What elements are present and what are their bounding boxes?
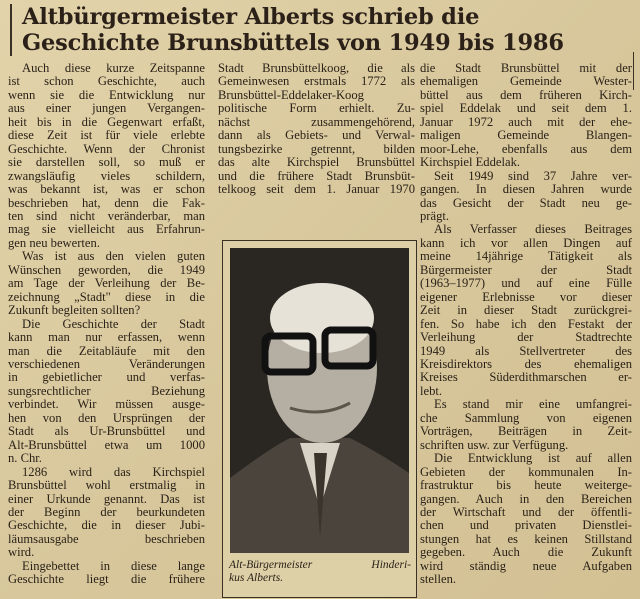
text-line: Stadt Brunsbüttelkoog, die als bbox=[218, 62, 415, 75]
text-line: die Stadt Brunsbüttel mit der bbox=[420, 62, 632, 75]
text-line: n. Chr. bbox=[8, 452, 42, 466]
text-line: zwangsläufig vieles schildern, bbox=[8, 169, 205, 183]
text-line: wird ständig neue Aufgaben bbox=[420, 559, 632, 573]
text-line: Vorträgen, Beiträgen in Zeit- bbox=[420, 425, 632, 439]
text-line: Eingebettet in diese lange bbox=[22, 559, 205, 573]
text-line: frastruktur bis heute weiterge- bbox=[420, 479, 632, 493]
portrait-illustration bbox=[230, 248, 409, 553]
text-line: Stadt als Ur-Brunsbüttel und bbox=[8, 425, 205, 439]
text-line: einer Urkunde genannt. Das ist bbox=[8, 492, 205, 506]
text-line: das alte Kirchspiel Brunsbüttel bbox=[218, 156, 415, 170]
text-line: Verleihung der Stadtrechte bbox=[420, 331, 632, 345]
text-line: lebt. bbox=[420, 384, 443, 398]
text-line: Die Geschichte der Stadt bbox=[22, 317, 205, 331]
text-line: gegeben. Auch die Zukunft bbox=[420, 546, 632, 560]
text-line: politische Form erhielt. Zu- bbox=[218, 102, 415, 116]
text-line: gen neu bewerten. bbox=[8, 236, 100, 250]
text-line: sie darstellen soll, so muß er bbox=[8, 156, 205, 170]
text-line: stungen hat es keinen Stillstand bbox=[420, 532, 632, 546]
text-line: kann ich vor allen Dingen auf bbox=[420, 236, 632, 250]
text-line: Als Verfasser dieses Beitrages bbox=[434, 223, 632, 237]
text-line: Wünschen geworden, die 1949 bbox=[8, 263, 205, 277]
text-line: tungsbezirke getrennt, bilden bbox=[218, 142, 415, 156]
text-line: zeichnung „Stadt" diese in die bbox=[8, 290, 205, 304]
text-line: Seit 1949 sind 37 Jahre ver- bbox=[434, 169, 632, 183]
portrait-photo bbox=[230, 248, 409, 553]
text-line: Geschichte, die in dieser Jubi- bbox=[8, 519, 205, 533]
text-line: hen von den Ursprüngen der bbox=[8, 411, 205, 425]
text-line: Gemeinwesen erstmals 1772 als bbox=[218, 75, 415, 89]
text-line: Brunsbüttel-Eddelaker-Koog bbox=[218, 88, 364, 102]
text-line: Geschichte. Wenn der Chronist bbox=[8, 142, 205, 156]
text-line: kann man nur erfassen, wenn bbox=[8, 331, 205, 345]
text-line: Geschichte liegt die frühere bbox=[8, 573, 205, 587]
text-line: telkoog seit dem 1. Januar 1970 bbox=[218, 183, 415, 197]
text-line: Es stand mir eine umfangrei- bbox=[434, 398, 632, 412]
text-line: Zukunft begleiten sollten? bbox=[8, 304, 141, 318]
text-line: maligen Gemeinde Blangen- bbox=[420, 129, 632, 143]
text-line: Gebieten der kommunalen In- bbox=[420, 465, 632, 479]
headline-line-1: Altbürgermeister Alberts schrieb die bbox=[22, 4, 480, 30]
text-line: moor-Lehe, ebenfalls aus dem bbox=[420, 142, 632, 156]
text-line: ten sind nicht veränderbar, man bbox=[8, 209, 205, 223]
text-line: läumsausgabe beschrieben bbox=[8, 532, 205, 546]
text-line: Alt-Brunsbüttel etwa um 1000 bbox=[8, 438, 205, 452]
text-line: sungsrechtlicher Beziehung bbox=[8, 384, 205, 398]
text-line: che Sammlung von eigenen bbox=[420, 411, 632, 425]
text-line: Kirchspiel Eddelak. bbox=[420, 156, 521, 170]
text-line: Bürgermeister der Stadt bbox=[420, 263, 632, 277]
text-line: das Gesicht der Stadt neu ge- bbox=[420, 196, 632, 210]
text-line: der Beginn der beurkundeten bbox=[8, 505, 205, 519]
text-line: in gebietlicher und verfas- bbox=[8, 371, 205, 385]
text-line: Zeit in dieser Stadt zurückgrei- bbox=[420, 304, 632, 318]
article-column-3 bbox=[420, 62, 632, 587]
text-line: büttel aus dem früheren Kirch- bbox=[420, 88, 632, 102]
text-line: und die frühere Stadt Brunsbüt- bbox=[218, 169, 415, 183]
text-line: der Wirtschaft und der öffentli- bbox=[420, 505, 632, 519]
text-line: gangen. Auch in den Bereichen bbox=[420, 492, 632, 506]
article-column-1 bbox=[8, 62, 205, 587]
text-line: diese Zeit ist für viele erlebte bbox=[8, 129, 205, 143]
text-line: eigener Erlebnisse vor dieser bbox=[420, 290, 632, 304]
text-line: spiel Eddelak und seit dem 1. bbox=[420, 102, 632, 116]
photo-box bbox=[222, 240, 417, 598]
text-line: meine 14jährige Tätigkeit als bbox=[420, 250, 632, 264]
text-line: gangen. In diesen Jahren wurde bbox=[420, 183, 632, 197]
text-line: verschiedenen Veränderungen bbox=[8, 357, 205, 371]
text-line: ist schon Geschichte, auch bbox=[8, 75, 205, 89]
text-line: aus einer jungen Vergangen- bbox=[8, 102, 205, 116]
text-line: wenn sie die Entwicklung nur bbox=[8, 88, 205, 102]
text-line: dann als Gebiets- und Verwal- bbox=[218, 129, 415, 143]
text-line: chen und privaten Dienstlei- bbox=[420, 519, 632, 533]
text-line: Januar 1972 auch mit der ehe- bbox=[420, 115, 632, 129]
text-line: Was ist aus den vielen guten bbox=[22, 250, 205, 264]
caption-line: Alt-Bürgermeister Hinderi- bbox=[229, 559, 411, 571]
column-rule bbox=[633, 52, 634, 90]
text-line: 1949 als Stellvertreter des bbox=[420, 344, 632, 358]
text-line: (1963–1977) und auf eine Fülle bbox=[420, 277, 632, 291]
text-line: fen. So habe ich den Festakt der bbox=[420, 317, 632, 331]
text-line: wird. bbox=[8, 546, 35, 560]
caption-line: kus Alberts. bbox=[229, 572, 284, 584]
text-line: man die Zeitabläufe mit den bbox=[8, 344, 205, 358]
text-line: nächst zusammengehörend, bbox=[218, 115, 415, 129]
text-line: heit bis in die Gegenwart erfaßt, bbox=[8, 115, 205, 129]
text-line: Die Entwicklung ist auf allen bbox=[434, 452, 632, 466]
article-column-2 bbox=[218, 62, 415, 197]
text-line: verbindet. Wir müssen ausge- bbox=[8, 398, 205, 412]
text-line: ehemaligen Gemeinde Wester- bbox=[420, 75, 632, 89]
text-line: stellen. bbox=[420, 573, 457, 587]
text-line: Brunsbüttel wohl erstmalig in bbox=[8, 479, 205, 493]
headline bbox=[10, 4, 640, 56]
text-line: Kreisdirektors des ehemaligen bbox=[420, 357, 632, 371]
photo-caption bbox=[229, 559, 411, 585]
text-line: Auch diese kurze Zeitspanne bbox=[22, 62, 205, 75]
text-line: Kreises Süderdithmarschen er- bbox=[420, 371, 632, 385]
text-line: schriften usw. zur Verfügung. bbox=[420, 438, 569, 452]
text-line: am Tage der Verleihung der Be- bbox=[8, 277, 205, 291]
text-line: 1286 wird das Kirchspiel bbox=[22, 465, 205, 479]
headline-line-2: Geschichte Brunsbüttels von 1949 bis 1986 bbox=[22, 30, 564, 56]
text-line: mag sie vielleicht aus Erfahrun- bbox=[8, 223, 205, 237]
text-line: was bekannt ist, was er schon bbox=[8, 183, 205, 197]
text-line: prägt. bbox=[420, 209, 450, 223]
text-line: beschrieben hat, denn die Fak- bbox=[8, 196, 205, 210]
